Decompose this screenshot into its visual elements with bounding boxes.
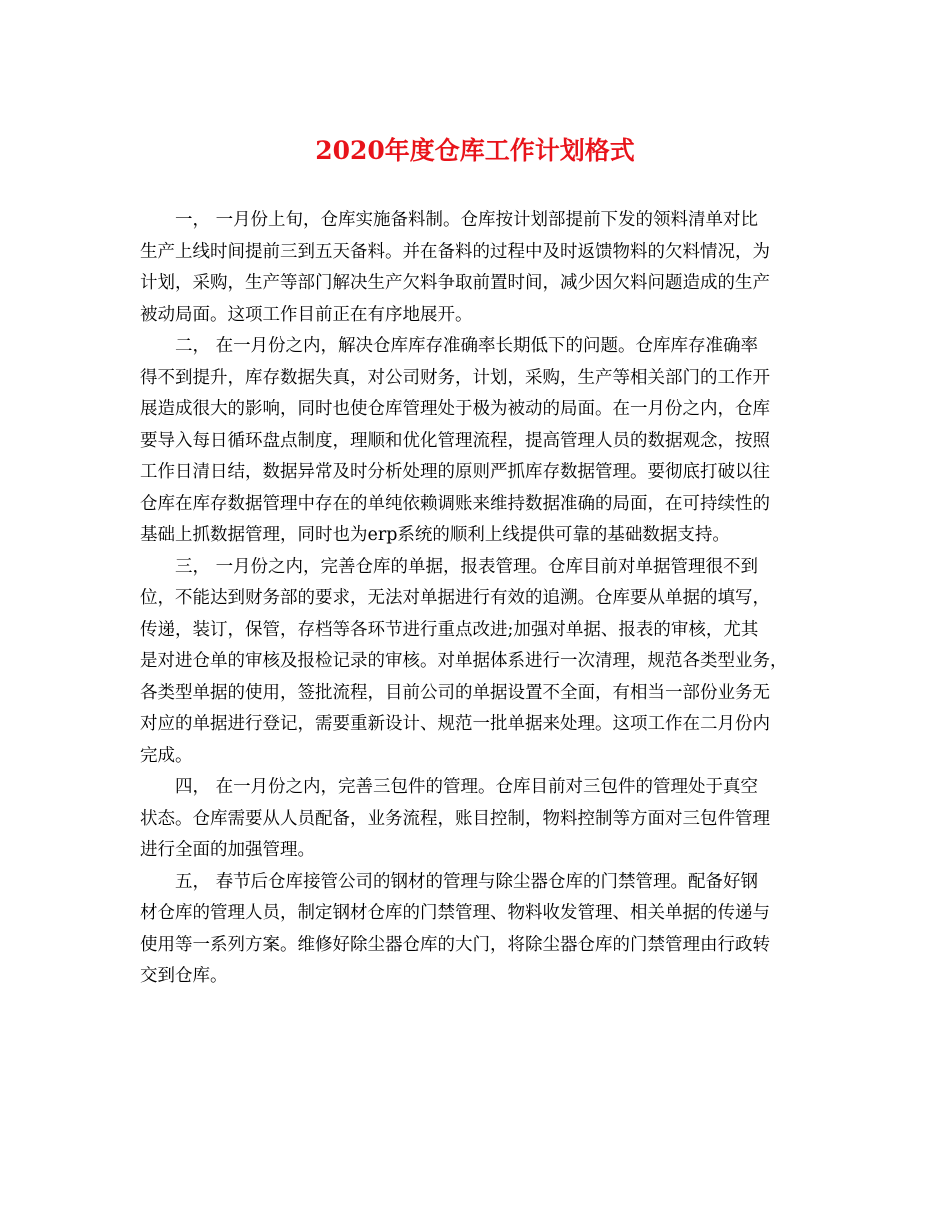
paragraph-line: 对应的单据进行登记，需要重新设计、规范一批单据来处理。这项工作在二月份内	[140, 714, 770, 734]
paragraph-line: 各类型单据的使用，签批流程，目前公司的单据设置不全面，有相当一部份业务无	[140, 682, 770, 703]
paragraph-line: 传递，装订，保管，存档等各环节进行重点改进;加强对单据、报表的审核，尤其	[140, 619, 759, 640]
paragraph-1	[140, 205, 815, 331]
paragraph-line: 计划，采购，生产等部门解决生产欠料争取前置时间，减少因欠料问题造成的生产	[140, 273, 770, 293]
paragraph-2	[140, 331, 815, 552]
paragraph-line: 得不到提升，库存数据失真，对公司财务，计划，采购，生产等相关部门的工作开	[140, 367, 770, 388]
paragraph-line: 要导入每日循环盘点制度，理顺和优化管理流程，提高管理人员的数据观念，按照	[140, 430, 770, 451]
paragraph-line: 材仓库的管理人员，制定钢材仓库的门禁管理、物料收发管理、相关单据的传递与	[140, 903, 770, 923]
paragraph-line: 基础上抓数据管理，同时也为erp系统的顺利上线提供可靠的基础数据支持。	[140, 525, 730, 545]
paragraph-line: 位，不能达到财务部的要求，无法对单据进行有效的追溯。仓库要从单据的填写，	[140, 588, 770, 608]
paragraph-line: 三， 一月份之内，完善仓库的单据，报表管理。仓库目前对单据管理很不到	[175, 556, 759, 577]
paragraph-line: 二， 在一月份之内，解决仓库库存准确率长期低下的问题。仓库库存准确率	[175, 336, 759, 356]
paragraph-line: 一， 一月份上旬，仓库实施备料制。仓库按计划部提前下发的领料清单对比	[175, 210, 759, 230]
paragraph-3	[140, 552, 815, 773]
paragraph-line: 工作日清日结，数据异常及时分析处理的原则严抓库存数据管理。要彻底打破以往	[140, 462, 770, 482]
paragraph-line: 被动局面。这项工作目前正在有序地展开。	[140, 304, 473, 325]
paragraph-line: 完成。	[140, 745, 193, 766]
paragraph-line: 生产上线时间提前三到五天备料。并在备料的过程中及时返馈物料的欠料情况，为	[140, 241, 770, 262]
paragraph-line: 进行全面的加强管理。	[140, 840, 315, 860]
paragraph-line: 使用等一系列方案。维修好除尘器仓库的大门，将除尘器仓库的门禁管理由行政转	[140, 934, 770, 955]
paragraph-line: 五， 春节后仓库接管公司的钢材的管理与除尘器仓库的门禁管理。配备好钢	[175, 871, 759, 892]
document-title: 2020年度仓库工作计划格式	[315, 136, 635, 165]
paragraph-line: 四， 在一月份之内，完善三包件的管理。仓库目前对三包件的管理处于真空	[175, 777, 759, 797]
paragraph-line: 交到仓库。	[140, 966, 228, 986]
paragraph-line: 是对进仓单的审核及报检记录的审核。对单据体系进行一次清理，规范各类型业务，	[140, 651, 788, 671]
document-body	[140, 205, 815, 993]
paragraph-4	[140, 772, 815, 867]
paragraph-5	[140, 867, 815, 993]
paragraph-line: 状态。仓库需要从人员配备，业务流程，账目控制，物料控制等方面对三包件管理	[140, 808, 770, 829]
paragraph-line: 仓库在库存数据管理中存在的单纯依赖调账来维持数据准确的局面，在可持续性的	[140, 493, 770, 514]
paragraph-line: 展造成很大的影响，同时也使仓库管理处于极为被动的局面。在一月份之内，仓库	[140, 399, 770, 419]
